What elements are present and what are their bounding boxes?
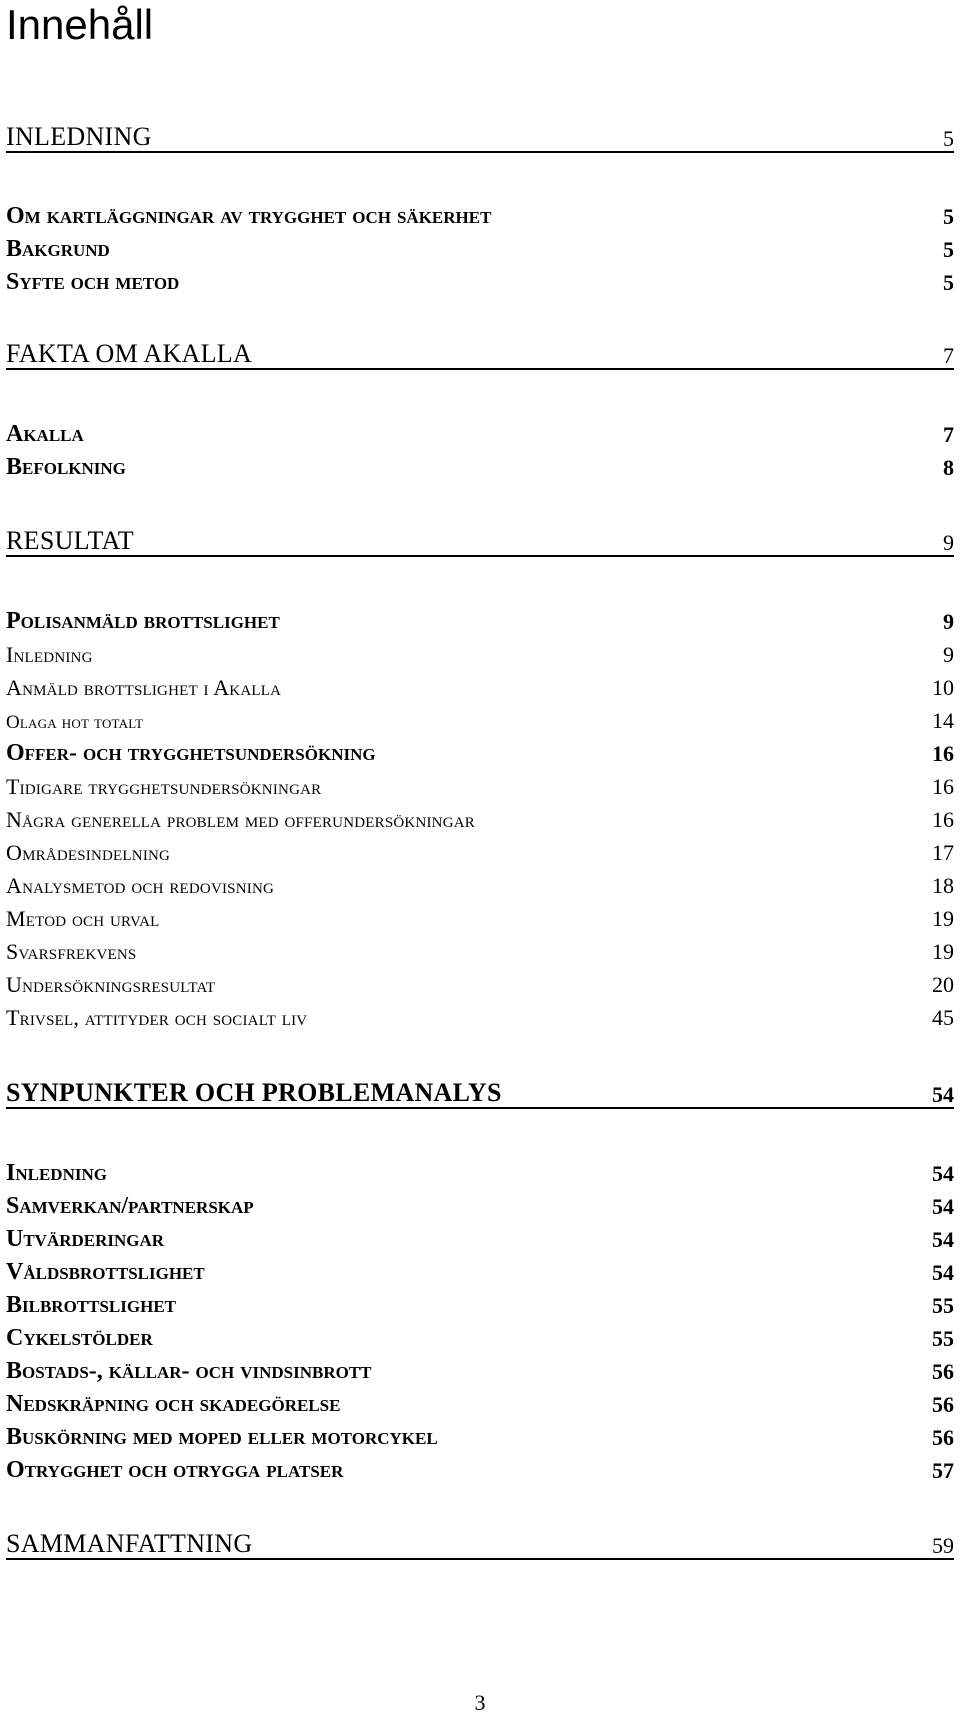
toc-entry[interactable] — [6, 1386, 954, 1416]
toc-entry-page: 57 — [932, 1458, 954, 1483]
toc-entry[interactable] — [6, 669, 954, 699]
toc-entry-label: Nedskräpning och skadegörelse — [6, 1391, 341, 1417]
page-number: 3 — [474, 1690, 486, 1715]
toc-entry-page: 18 — [932, 873, 954, 898]
toc-entry-label: Bostads-, källar- och vindsinbrott — [6, 1358, 372, 1384]
toc-entry-label: Befolkning — [6, 454, 126, 480]
toc-entry-page: 54 — [932, 1194, 954, 1219]
toc-entry[interactable] — [6, 1155, 954, 1185]
toc-entry[interactable] — [6, 834, 954, 864]
toc-entry-page: 55 — [932, 1293, 954, 1318]
toc-entry-page: 9 — [943, 530, 954, 555]
toc-entry-label: Samverkan/partnerskap — [6, 1193, 254, 1219]
toc-chapter-sammanfattning[interactable] — [6, 1528, 954, 1560]
toc-entry-label: SAMMANFATTNING — [6, 1529, 253, 1558]
toc-entry[interactable] — [6, 1221, 954, 1251]
toc-entry-page: 16 — [932, 741, 954, 766]
toc-entry-label: Tidigare trygghetsundersökningar — [6, 774, 322, 799]
toc-entry[interactable] — [6, 735, 954, 765]
toc-entry[interactable] — [6, 1287, 954, 1317]
toc-entry-label: Trivsel, attityder och socialt liv — [6, 1005, 308, 1030]
toc-entry-label: Offer- och trygghetsundersökning — [6, 740, 376, 766]
toc-entry-label: Olaga hot totalt — [6, 712, 144, 733]
toc-entry-page: 5 — [943, 237, 954, 262]
toc-entry[interactable] — [6, 768, 954, 798]
toc-entry-page: 16 — [932, 807, 954, 832]
toc-entry-label: Buskörning med moped eller motorcykel — [6, 1424, 438, 1450]
toc-entry[interactable] — [6, 264, 954, 294]
toc-entry-page: 55 — [932, 1326, 954, 1351]
toc-entry-label: Syfte och metod — [6, 269, 180, 295]
toc-entry[interactable] — [6, 966, 954, 996]
toc-entry-label: Inledning — [6, 642, 93, 667]
toc-entry-page: 9 — [943, 609, 954, 634]
toc-entry-label: Svarsfrekvens — [6, 939, 137, 964]
toc-entry-label: Några generella problem med offerundersökningar — [6, 807, 475, 832]
toc-entry-page: 59 — [932, 1533, 954, 1558]
toc-entry[interactable] — [6, 636, 954, 666]
toc-entry-page: 19 — [932, 906, 954, 931]
toc-entry[interactable] — [6, 1419, 954, 1449]
toc-entry-page: 19 — [932, 939, 954, 964]
toc-entry-page: 54 — [932, 1161, 954, 1186]
toc-entry-label: Områdesindelning — [6, 840, 171, 865]
toc-entry[interactable] — [6, 1188, 954, 1218]
toc-entry[interactable] — [6, 231, 954, 261]
toc-entry-label: FAKTA OM AKALLA — [6, 339, 253, 368]
toc-entry-page: 14 — [932, 708, 954, 733]
toc-entry-page: 56 — [932, 1392, 954, 1417]
toc-entry[interactable] — [6, 1320, 954, 1350]
toc-chapter-resultat[interactable] — [6, 525, 954, 557]
toc-entry-page: 54 — [932, 1082, 954, 1107]
toc-entry[interactable] — [6, 801, 954, 831]
toc-entry-page: 5 — [943, 126, 954, 151]
toc-chapter-inledning[interactable] — [6, 121, 954, 153]
toc-entry-label: Om kartläggningar av trygghet och säkerhet — [6, 203, 492, 229]
toc-entry-label: SYNPUNKTER OCH PROBLEMANALYS — [6, 1078, 502, 1107]
toc-entry-page: 7 — [943, 422, 954, 447]
toc-entry-label: Analysmetod och redovisning — [6, 873, 275, 898]
toc-entry-label: Anmäld brottslighet i Akalla — [6, 675, 282, 700]
toc-entry-page: 10 — [932, 675, 954, 700]
toc-entry[interactable] — [6, 999, 954, 1029]
toc-entry-page: 8 — [943, 455, 954, 480]
toc-entry[interactable] — [6, 1254, 954, 1284]
toc-entry-page: 16 — [932, 774, 954, 799]
toc-entry-label: Cykelstölder — [6, 1325, 153, 1351]
toc-entry[interactable] — [6, 198, 954, 228]
toc-entry-label: INLEDNING — [6, 122, 152, 151]
toc-entry-page: 54 — [932, 1260, 954, 1285]
toc-entry[interactable] — [6, 933, 954, 963]
toc-entry[interactable] — [6, 416, 954, 446]
toc-entry-label: Polisanmäld brottslighet — [6, 608, 280, 634]
toc-entry-page: 20 — [932, 972, 954, 997]
toc-entry-page: 56 — [932, 1425, 954, 1450]
page-title: Innehåll — [6, 1, 154, 48]
toc-entry-page: 54 — [932, 1227, 954, 1252]
toc-entry[interactable] — [6, 1452, 954, 1482]
toc-entry-label: Otrygghet och otrygga platser — [6, 1457, 344, 1483]
toc-entry-page: 56 — [932, 1359, 954, 1384]
toc-entry-label: Bilbrottslighet — [6, 1292, 177, 1318]
toc-entry-label: Våldsbrottslighet — [6, 1259, 205, 1285]
toc-entry-page: 17 — [932, 840, 954, 865]
toc-entry-label: RESULTAT — [6, 526, 134, 555]
toc-entry[interactable] — [6, 603, 954, 633]
toc-entry-label: Utvärderingar — [6, 1226, 165, 1252]
toc-entry-label: Akalla — [6, 421, 84, 447]
toc-entry-label: Bakgrund — [6, 236, 110, 262]
toc-entry-page: 5 — [943, 270, 954, 295]
toc-entry-label: Inledning — [6, 1160, 107, 1186]
toc-entry-page: 45 — [932, 1005, 954, 1030]
toc-entry[interactable] — [6, 702, 954, 732]
toc-entry-label: Metod och urval — [6, 906, 160, 931]
toc-entry[interactable] — [6, 867, 954, 897]
toc-entry-page: 7 — [943, 343, 954, 368]
toc-chapter-synpunkter-och-problemanalys[interactable] — [6, 1077, 954, 1109]
toc-chapter-fakta-om-akalla[interactable] — [6, 338, 954, 370]
toc-entry-page: 5 — [943, 204, 954, 229]
toc-entry-page: 9 — [943, 642, 954, 667]
toc-entry-label: Undersökningsresultat — [6, 972, 216, 997]
toc-entry[interactable] — [6, 1353, 954, 1383]
toc-entry[interactable] — [6, 449, 954, 479]
toc-entry[interactable] — [6, 900, 954, 930]
